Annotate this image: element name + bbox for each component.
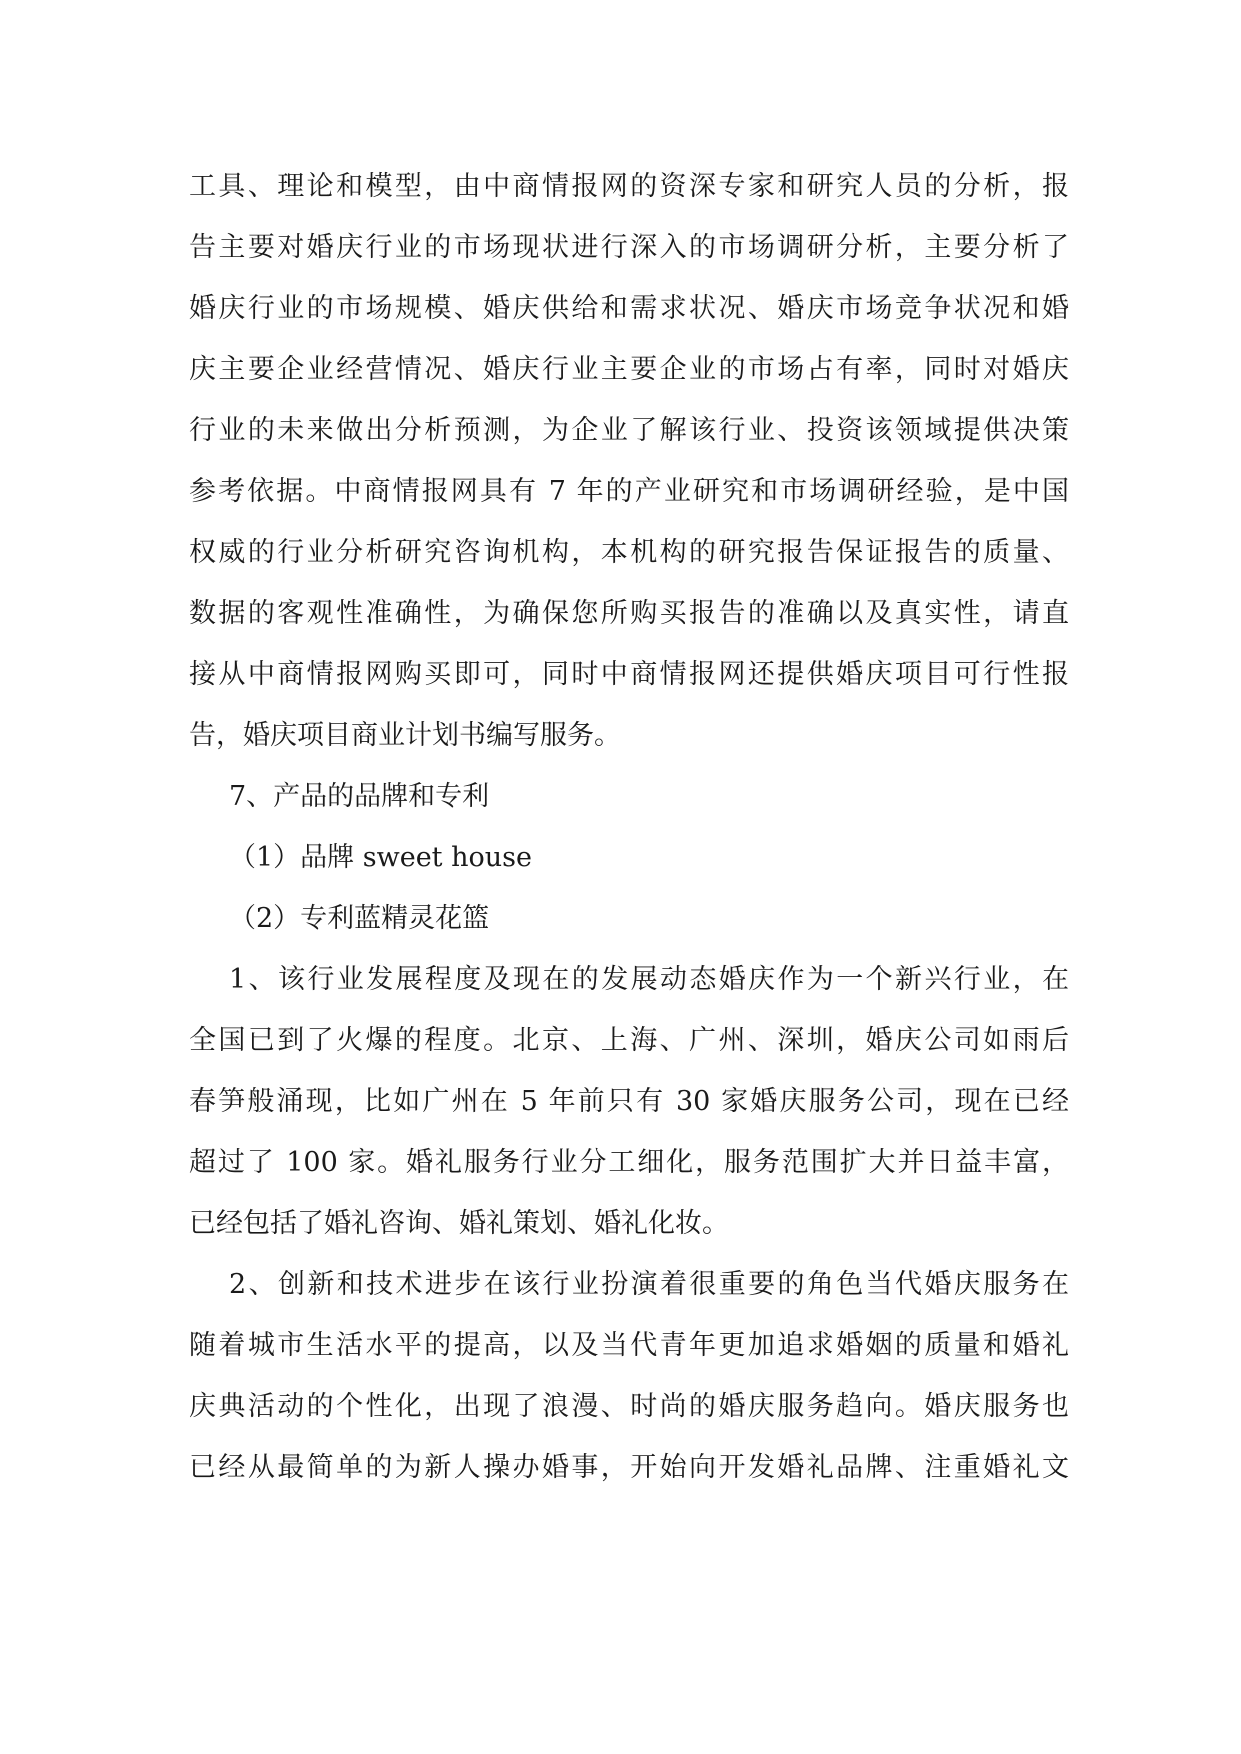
paragraph-line: 婚庆行业的市场规模、婚庆供给和需求状况、婚庆市场竞争状况和婚 [189,293,1069,324]
paragraph-line: 参考依据。中商情报网具有 7 年的产业研究和市场调研经验，是中国 [189,476,1069,507]
paragraph-line: 数据的客观性准确性，为确保您所购买报告的准确以及真实性，请直 [189,598,1069,629]
document-body [189,156,1069,1498]
paragraph-line: 1、该行业发展程度及现在的发展动态婚庆作为一个新兴行业，在 [229,964,1069,995]
paragraph-line: 2、创新和技术进步在该行业扮演着很重要的角色当代婚庆服务在 [229,1269,1069,1300]
section-heading: 7、产品的品牌和专利 [229,781,490,812]
paragraph-line: 工具、理论和模型，由中商情报网的资深专家和研究人员的分析，报 [189,171,1069,202]
paragraph-line: 随着城市生活水平的提高，以及当代青年更加追求婚姻的质量和婚礼 [189,1330,1069,1361]
paragraph-line: 行业的未来做出分析预测，为企业了解该行业、投资该领域提供决策 [189,415,1069,446]
paragraph-line: 全国已到了火爆的程度。北京、上海、广州、深圳，婚庆公司如雨后 [189,1025,1069,1056]
paragraph-line: 告，婚庆项目商业计划书编写服务。 [189,720,621,751]
paragraph-line: 庆主要企业经营情况、婚庆行业主要企业的市场占有率，同时对婚庆 [189,354,1069,385]
paragraph-line: 超过了 100 家。婚礼服务行业分工细化，服务范围扩大并日益丰富， [189,1147,1069,1178]
paragraph-line: 春笋般涌现，比如广州在 5 年前只有 30 家婚庆服务公司，现在已经 [189,1086,1069,1117]
paragraph-line: 权威的行业分析研究咨询机构，本机构的研究报告保证报告的质量、 [189,537,1069,568]
paragraph-line: 已经从最简单的为新人操办婚事，开始向开发婚礼品牌、注重婚礼文 [189,1452,1069,1483]
paragraph-line: 庆典活动的个性化，出现了浪漫、时尚的婚庆服务趋向。婚庆服务也 [189,1391,1069,1422]
paragraph-line: 已经包括了婚礼咨询、婚礼策划、婚礼化妆。 [189,1208,729,1239]
paragraph-line: 接从中商情报网购买即可，同时中商情报网还提供婚庆项目可行性报 [189,659,1069,690]
list-item: （2）专利蓝精灵花篮 [229,903,490,934]
paragraph-line: 告主要对婚庆行业的市场现状进行深入的市场调研分析，主要分析了 [189,232,1069,263]
list-item: （1）品牌 sweet house [229,842,532,873]
